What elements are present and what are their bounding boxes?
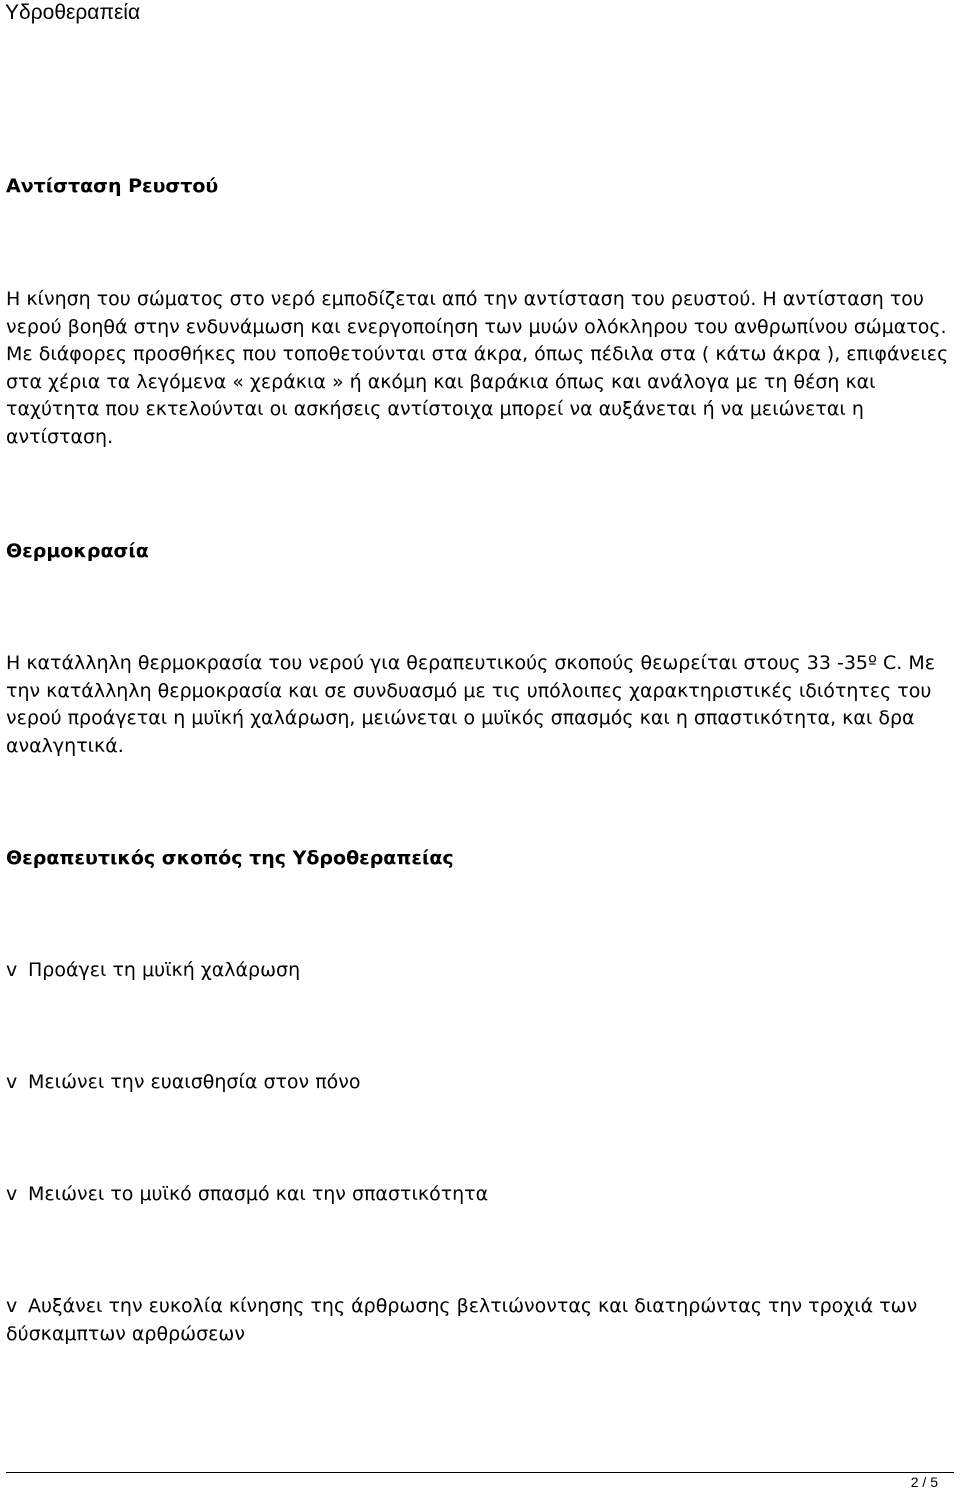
list-item (6, 1293, 951, 1348)
bullet-marker: v (6, 959, 18, 981)
list-item (6, 1069, 951, 1097)
page-number: 2 / 5 (910, 1474, 938, 1490)
list-item-text: Μειώνει το μυϊκό σπασμό και την σπαστικότητα (28, 1183, 489, 1205)
bullet-marker: v (6, 1183, 18, 1205)
footer-divider (6, 1472, 954, 1473)
bullet-marker: v (6, 1071, 18, 1093)
page-header-title: Υδροθεραπεία (5, 1, 141, 24)
section-heading-therapeutic-purpose: Θεραπευτικός σκοπός της Υδροθεραπείας (6, 847, 454, 869)
list-item (6, 1181, 951, 1209)
list-item-text: Προάγει τη μυϊκή χαλάρωση (28, 959, 301, 981)
list-item-text: Αυξάνει την ευκολία κίνησης της άρθρωσης βελτιώνοντας και διατηρώντας την τροχιά των δύσκαμπτων αρθρώσεων (6, 1295, 918, 1345)
section-heading-temperature: Θερμοκρασία (6, 540, 149, 562)
list-item (6, 957, 951, 985)
bullet-marker: v (6, 1295, 18, 1317)
section-heading-fluid-resistance: Αντίσταση Ρευστού (6, 175, 219, 197)
paragraph-temperature: Η κατάλληλη θερμοκρασία του νερού για θεραπευτικούς σκοπούς θεωρείται στους 33 -35º C. Με την κατάλληλη θερμοκρασία και σε συνδυασμό με τις υπόλοιπες χαρακτηριστικές ιδιότητες του νερού προάγεται η μυϊκή χαλάρωση, μειώνεται ο μυϊκός σπασμός και η σπαστικότητα, και δρα αναλγητικά. (6, 652, 935, 757)
list-item-text: Μειώνει την ευαισθησία στον πόνο (28, 1071, 361, 1093)
paragraph-fluid-resistance: Η κίνηση του σώματος στο νερό εμποδίζεται από την αντίσταση του ρευστού. Η αντίσταση του νερού βοηθά στην ενδυνάμωση και ενεργοποίηση των μυών ολόκληρου του ανθρωπίνου σώματος. Με διάφορες προσθήκες που τοποθετούνται στα άκρα, όπως πέδιλα στα ( κάτω άκρα ), επιφάνειες στα χέρια τα λεγόμενα « χεράκια » ή ακόμη και βαράκια όπως και ανάλογα με τη θέση και ταχύτητα που εκτελούνται οι ασκήσεις αντίστοιχα μπορεί να αυξάνεται ή να μειώνεται η αντίσταση. (6, 288, 949, 448)
